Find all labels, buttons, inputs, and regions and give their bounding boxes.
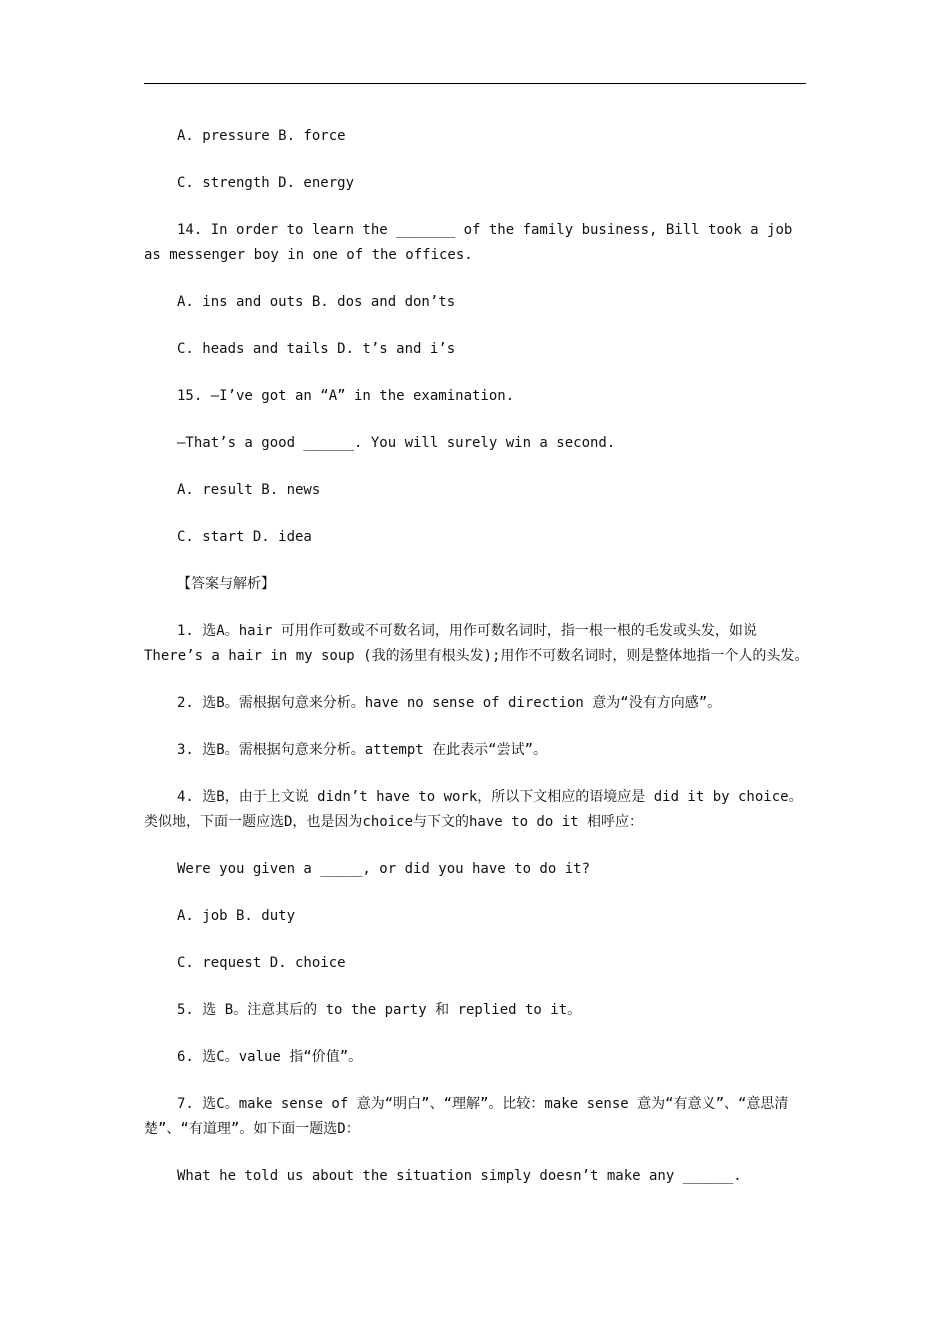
answer-4: 4. 选B，由于上文说 didn’t have to work，所以下文相应的语境应是 did it by choice。类似地，下面一题应选D，也是因为choice与下文的have to do it 相呼应： [144,789,803,830]
answer-7: 7. 选C。make sense of 意为“明白”、“理解”。比较：make sense 意为“有意义”、“意思清楚”、“有道理”。如下面一题选D： [144,1096,789,1137]
answer-4-options-cd: C. request D. choice [177,955,346,971]
q13-options-ab: A. pressure B. force [177,128,346,144]
answer-1: 1. 选A。hair 可用作可数或不可数名词，用作可数名词时，指一根一根的毛发或头发，如说 There’s a hair in my soup (我的汤里有根头发);用作不可数名词时，则是整体地指一个人的头发。 [144,623,809,664]
answer-3: 3. 选B。需根据句意来分析。attempt 在此表示“尝试”。 [177,742,548,758]
q14-options-ab: A. ins and outs B. dos and don’ts [177,294,456,310]
answer-6: 6. 选C。value 指“价值”。 [177,1049,363,1065]
answer-4-options-ab: A. job B. duty [177,908,296,924]
q15-reply: —That’s a good ______. You will surely win a second. [177,435,616,451]
answer-4-example: Were you given a _____, or did you have to do it? [177,861,591,877]
header-rule [144,83,806,84]
q15-options-ab: A. result B. news [177,482,321,498]
answer-2: 2. 选B。需根据句意来分析。have no sense of direction 意为“没有方向感”。 [177,695,722,711]
q15-options-cd: C. start D. idea [177,529,312,545]
q14-options-cd: C. heads and tails D. t’s and i’s [177,341,456,357]
document-body [144,124,814,1189]
answer-7-example: What he told us about the situation simply doesn’t make any ______. [177,1168,742,1184]
answer-5: 5. 选 B。注意其后的 to the party 和 replied to it。 [177,1002,582,1018]
q13-options-cd: C. strength D. energy [177,175,355,191]
answers-heading: 【答案与解析】 [177,576,275,592]
q14-stem: 14. In order to learn the _______ of the family business, Bill took a job as messenger boy in one of the offices. [144,222,801,263]
q15-stem: 15. —I’ve got an “A” in the examination. [177,388,515,404]
